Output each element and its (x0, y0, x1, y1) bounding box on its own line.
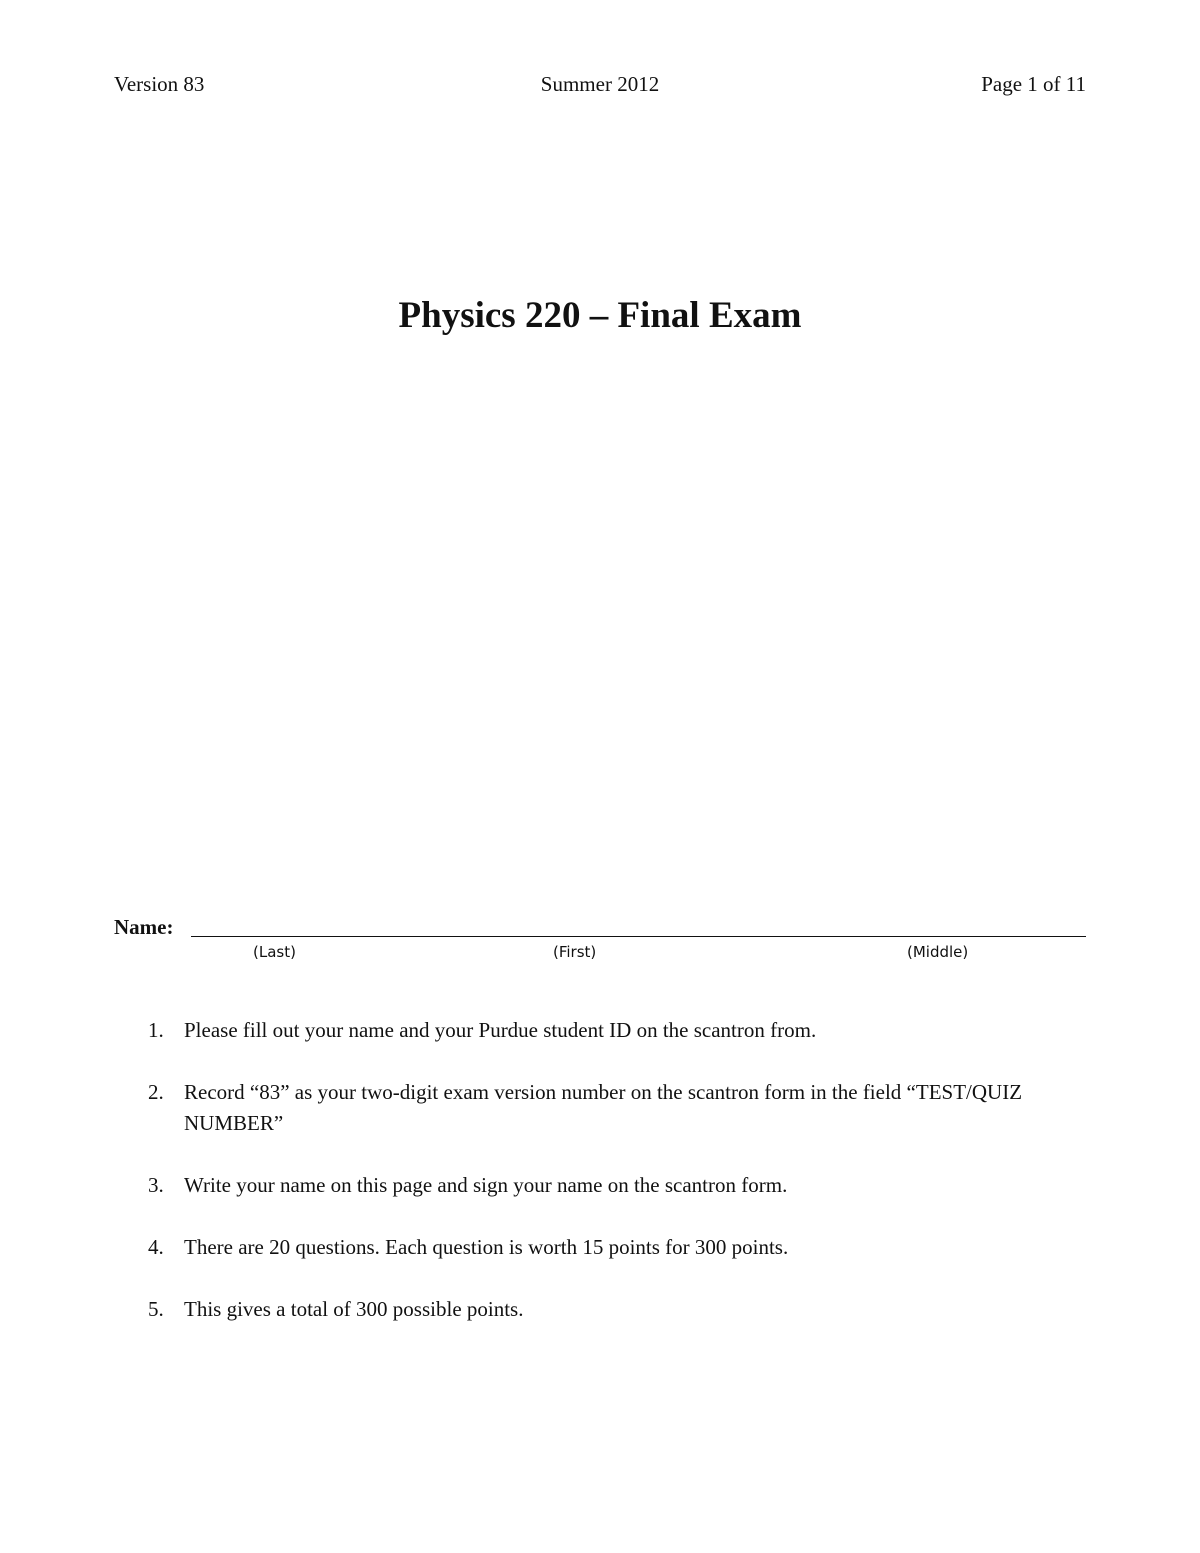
name-field (114, 914, 1086, 942)
instruction-text: Please fill out your name and your Purdue student ID on the scantron from. (184, 1018, 817, 1042)
instruction-text: There are 20 questions. Each question is worth 15 points for 300 points. (184, 1235, 789, 1259)
instruction-item (148, 1294, 1048, 1325)
instruction-text: Record “83” as your two-digit exam version number on the scantron form in the field “TEST/QUIZ NUMBER” (184, 1080, 1023, 1135)
name-sublabel-first: (First) (553, 943, 597, 961)
instruction-item (148, 1170, 1048, 1201)
instruction-item (148, 1232, 1048, 1263)
instruction-item (148, 1015, 1048, 1046)
page-title: Physics 220 – Final Exam (398, 295, 802, 336)
instruction-number: 2. (148, 1080, 164, 1104)
instructions-list (148, 1015, 1048, 1356)
header-term: Summer 2012 (540, 72, 660, 96)
instruction-number: 1. (148, 1018, 164, 1042)
instruction-number: 4. (148, 1235, 164, 1259)
name-underline (191, 936, 1086, 937)
header-page-number: Page 1 of 11 (981, 72, 1086, 96)
name-sublabel-last: (Last) (253, 943, 296, 961)
instruction-text: Write your name on this page and sign your name on the scantron form. (184, 1173, 788, 1197)
instruction-item (148, 1077, 1048, 1139)
name-label: Name: (114, 915, 174, 939)
instruction-number: 3. (148, 1173, 164, 1197)
instruction-text: This gives a total of 300 possible points. (184, 1297, 524, 1321)
header-version: Version 83 (114, 72, 205, 96)
name-sublabel-middle: (Middle) (907, 943, 969, 961)
instruction-number: 5. (148, 1297, 164, 1321)
